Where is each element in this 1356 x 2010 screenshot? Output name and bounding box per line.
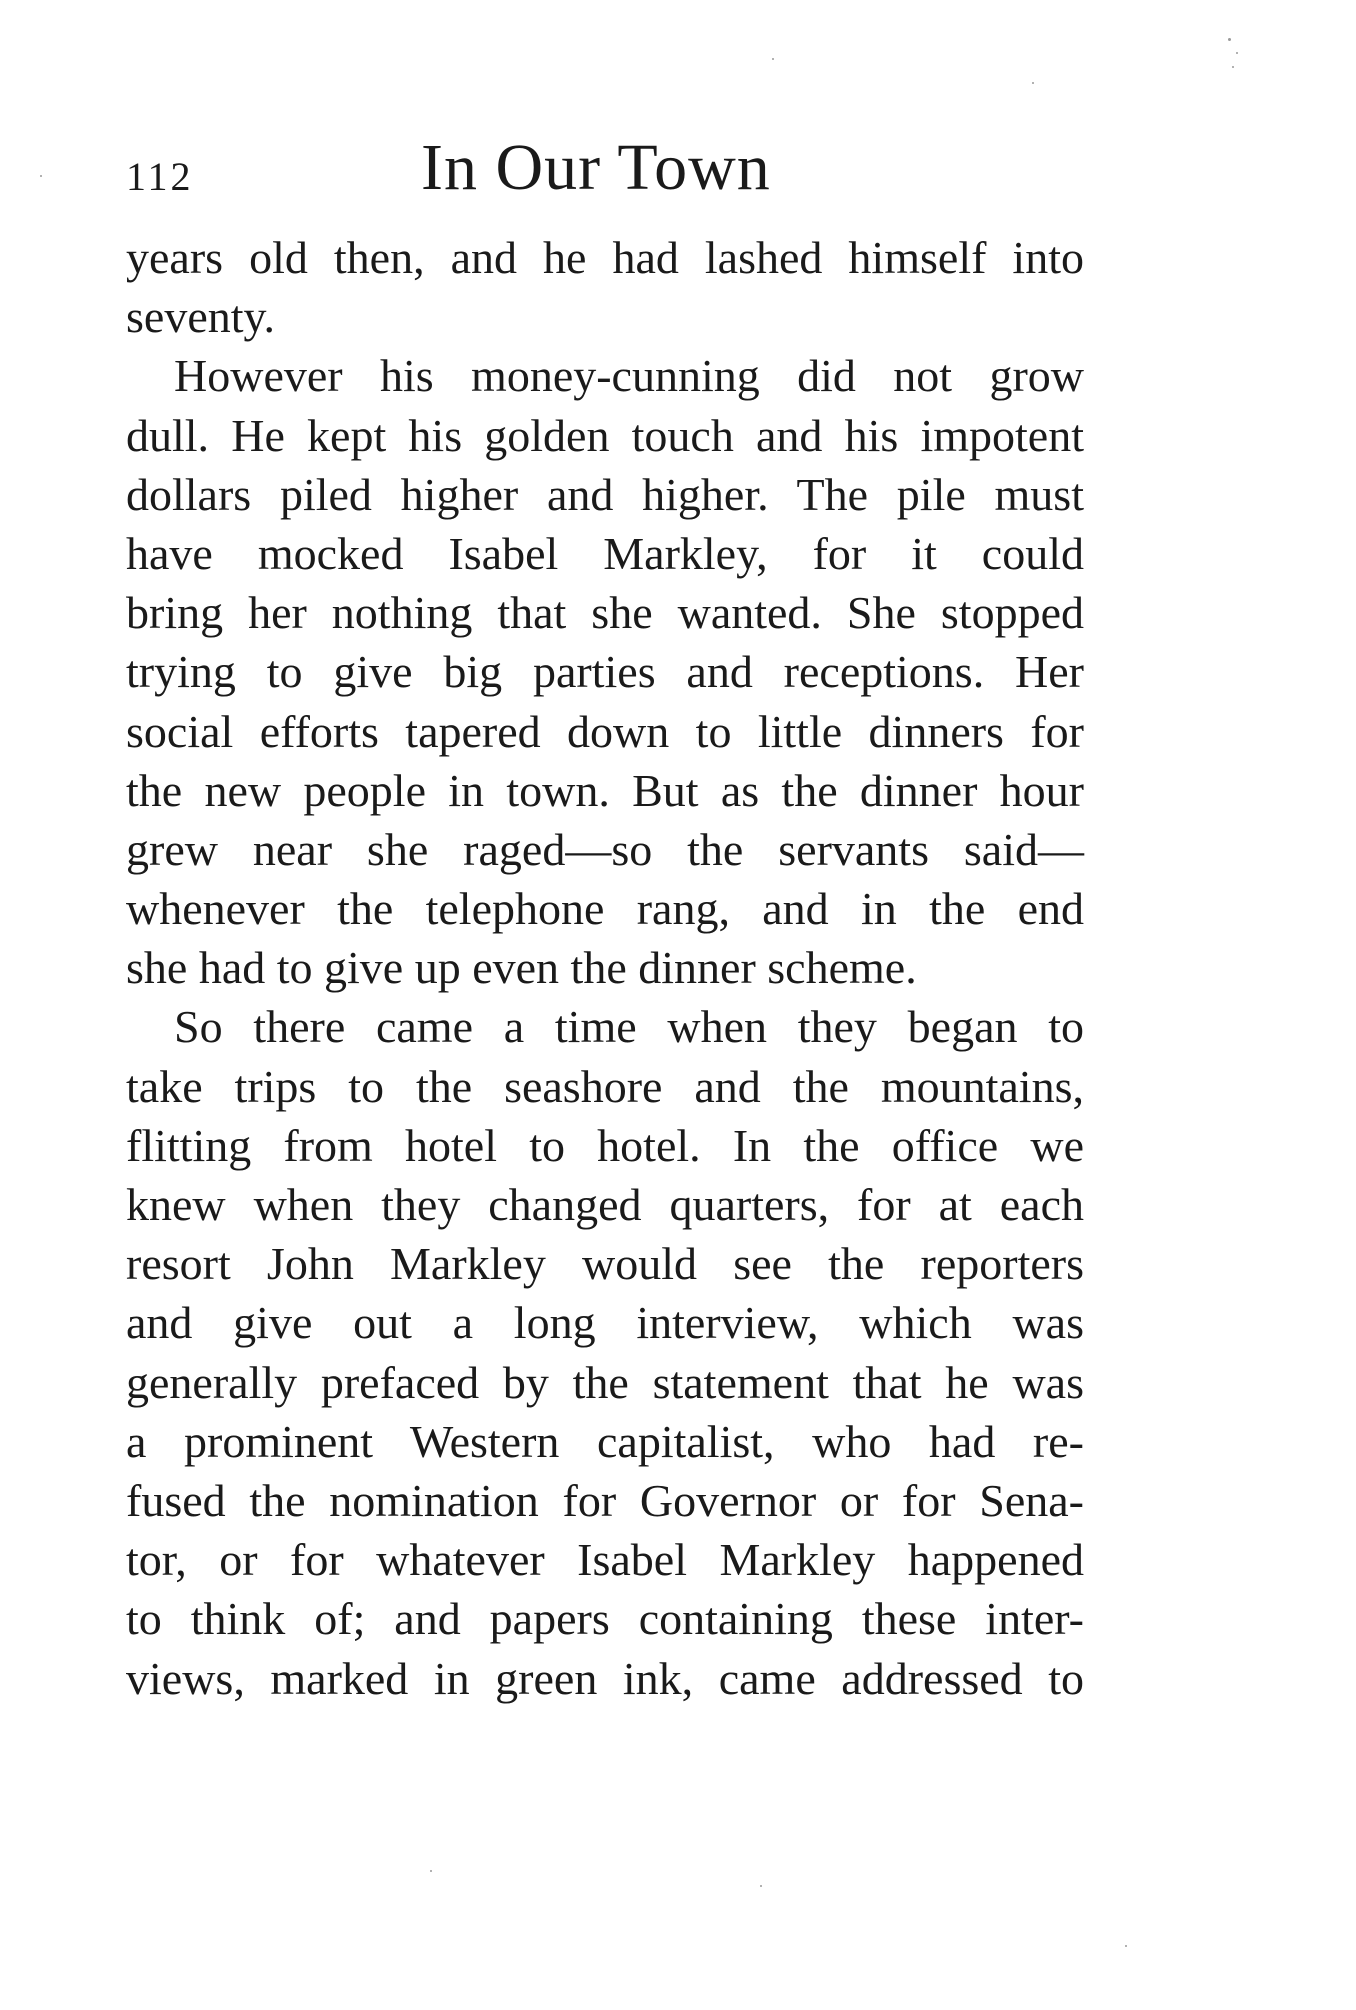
text-line: generally prefaced by the statement that he was [126, 1356, 1084, 1408]
running-title: In Our Town [421, 131, 771, 204]
text-line: have mocked Isabel Markley, for it could [126, 527, 1084, 579]
text-line: take trips to the seashore and the mountains, [126, 1060, 1084, 1112]
text-line: bring her nothing that she wanted. She stopped [126, 587, 1084, 639]
text-line: social efforts tapered down to little dinners for [126, 705, 1084, 757]
speck [1228, 38, 1231, 41]
text-line: trying to give big parties and receptions. Her [126, 646, 1084, 698]
speck [1032, 82, 1034, 84]
speck [1236, 52, 1238, 54]
text-line: the new people in town. But as the dinner hour [126, 764, 1084, 816]
text-line: knew when they changed quarters, for at each [126, 1179, 1084, 1230]
text-line: dollars piled higher and higher. The pile must [126, 468, 1084, 520]
speck [430, 1870, 432, 1872]
text-line: she had to give up even the dinner scheme. [126, 942, 917, 994]
text-line: views, marked in green ink, came addressed to [126, 1652, 1084, 1704]
body-text [126, 228, 1084, 1708]
text-line: So there came a time when they began to [174, 1001, 1084, 1053]
text-line: to think of; and papers containing these inter- [126, 1593, 1084, 1645]
speck [760, 1885, 762, 1887]
text-line: seventy. [126, 291, 276, 343]
page-header [126, 131, 1086, 215]
text-line: grew near she raged—so the servants said— [126, 823, 1084, 875]
speck [40, 175, 42, 177]
text-line: whenever the telephone rang, and in the end [126, 883, 1084, 935]
text-line: resort John Markley would see the reporters [126, 1238, 1084, 1290]
text-line: dull. He kept his golden touch and his impotent [126, 409, 1084, 461]
speck [772, 58, 774, 60]
text-line: However his money-cunning did not grow [174, 350, 1084, 402]
speck [1125, 1945, 1127, 1947]
text-line: tor, or for whatever Isabel Markley happened [126, 1534, 1084, 1586]
text-line: years old then, and he had lashed himself into [126, 232, 1084, 283]
text-line: a prominent Western capitalist, who had re- [126, 1415, 1084, 1467]
speck [1232, 66, 1234, 68]
text-line: and give out a long interview, which was [126, 1297, 1084, 1349]
text-line: flitting from hotel to hotel. In the office we [126, 1119, 1084, 1171]
page-number: 112 [126, 154, 194, 199]
text-line: fused the nomination for Governor or for Sena- [126, 1474, 1084, 1526]
